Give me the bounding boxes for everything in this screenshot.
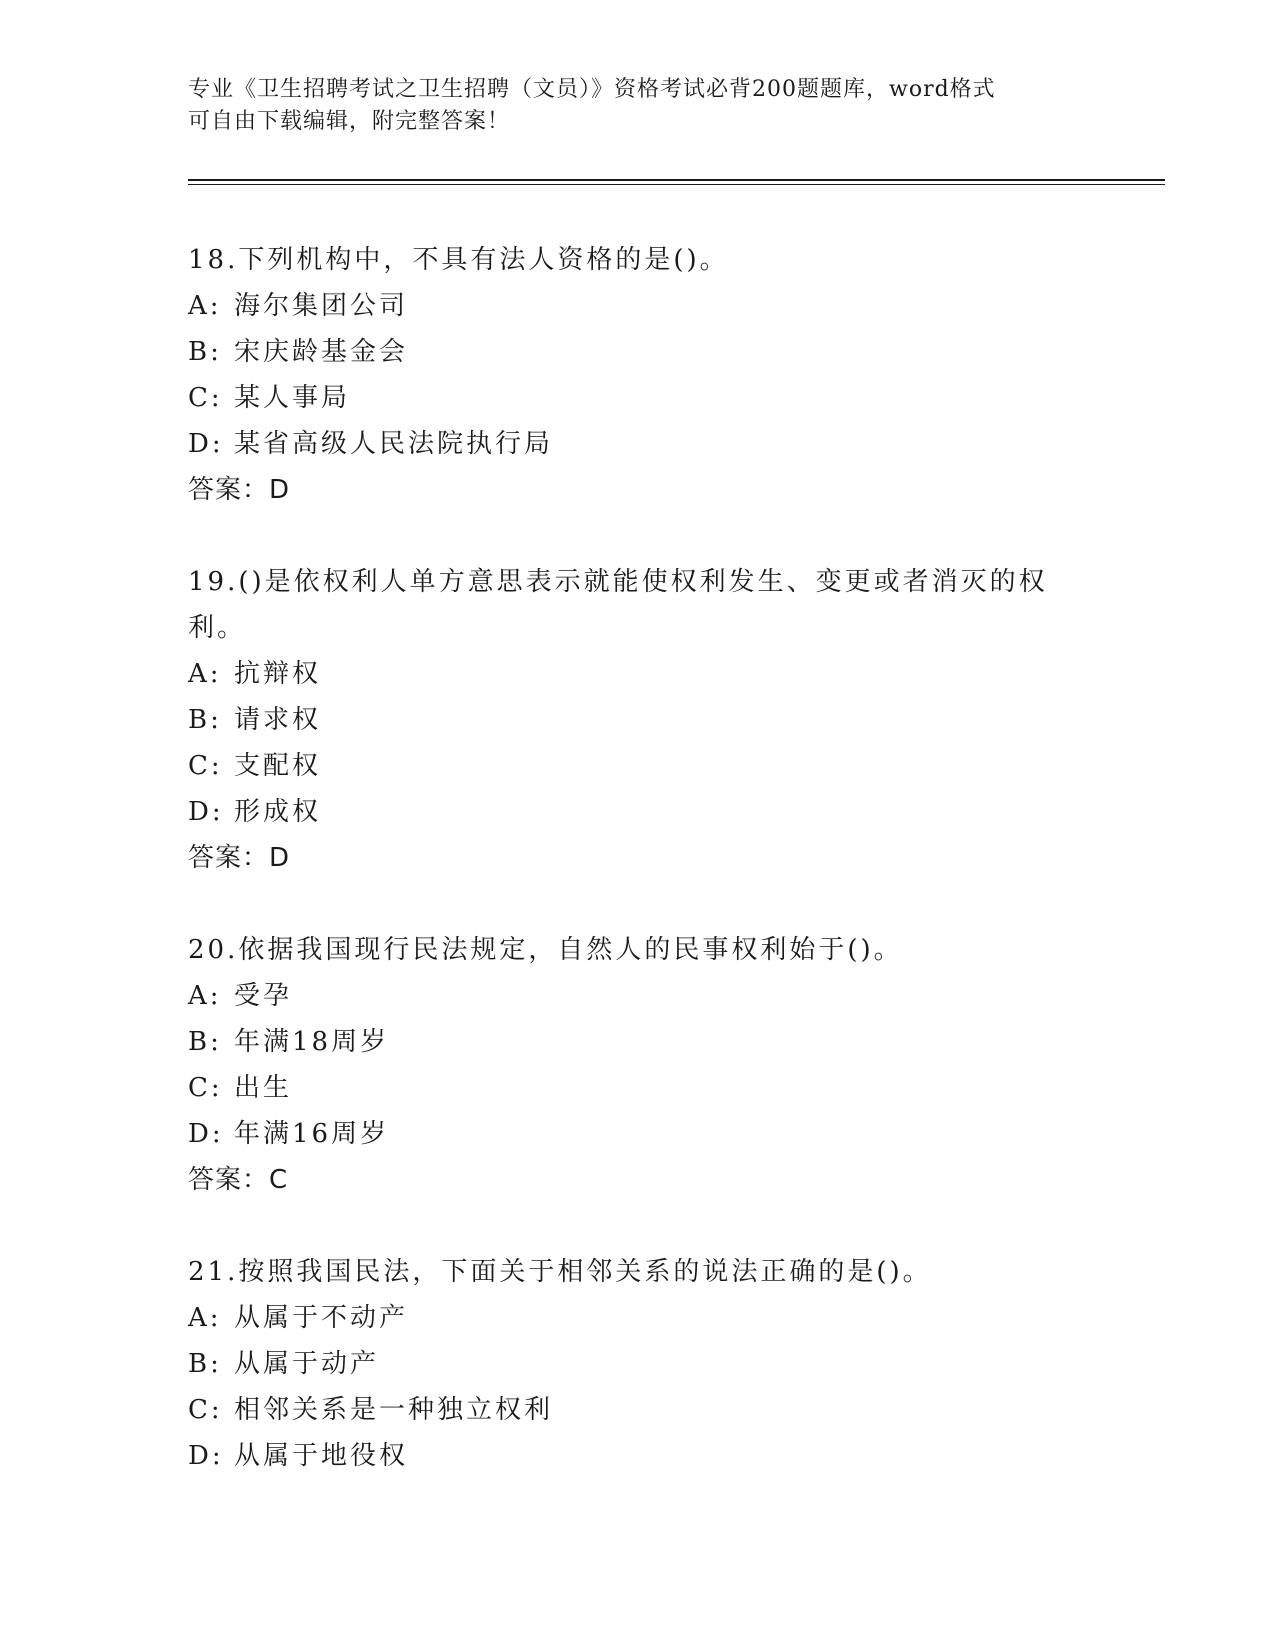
option-d: [188, 1111, 1088, 1157]
question-18: [188, 237, 1088, 513]
option-letter: D:: [188, 1441, 224, 1471]
option-c: [188, 1065, 1088, 1111]
option-text: 年满16周岁: [234, 1119, 390, 1149]
question-stem: 18.下列机构中，不具有法人资格的是()。: [188, 245, 729, 275]
option-c: [188, 743, 1088, 789]
header-line-2: 可自由下载编辑，附完整答案！: [188, 109, 511, 134]
option-letter: A:: [188, 1303, 222, 1333]
option-d: [188, 789, 1088, 835]
answer-line: 答案：D: [188, 475, 291, 505]
question-stem: 21.按照我国民法，下面关于相邻关系的说法正确的是()。: [188, 1257, 932, 1287]
option-letter: A:: [188, 659, 222, 689]
option-b: [188, 1341, 1088, 1387]
answer-line: 答案：C: [188, 1165, 289, 1195]
option-text: 从属于地役权: [234, 1441, 409, 1471]
option-text: 请求权: [234, 705, 322, 735]
option-text: 受孕: [234, 981, 293, 1011]
question-stem: 20.依据我国现行民法规定，自然人的民事权利始于()。: [188, 935, 903, 965]
option-b: [188, 697, 1088, 743]
option-text: 从属于不动产: [234, 1303, 409, 1333]
option-text: 相邻关系是一种独立权利: [234, 1395, 554, 1425]
question-20: [188, 927, 1088, 1203]
option-letter: C:: [188, 751, 223, 781]
option-letter: D:: [188, 1119, 224, 1149]
option-a: [188, 973, 1088, 1019]
option-c: [188, 375, 1088, 421]
question-stem: 19.()是依权利人单方意思表示就能使权利发生、变更或者消灭的权利。: [188, 567, 1048, 643]
option-letter: D:: [188, 797, 224, 827]
option-text: 支配权: [234, 751, 322, 781]
option-text: 形成权: [234, 797, 322, 827]
question-19: [188, 559, 1088, 881]
option-letter: B:: [188, 337, 222, 367]
option-c: [188, 1387, 1088, 1433]
option-a: [188, 283, 1088, 329]
option-letter: D:: [188, 429, 224, 459]
option-text: 出生: [234, 1073, 293, 1103]
option-letter: B:: [188, 1027, 222, 1057]
answer-line: 答案：D: [188, 843, 291, 873]
option-d: [188, 421, 1088, 467]
question-list: [188, 237, 1088, 1525]
question-21: [188, 1249, 1088, 1479]
option-letter: B:: [188, 1349, 222, 1379]
option-text: 宋庆龄基金会: [234, 337, 409, 367]
header-divider-thin: [188, 184, 1165, 185]
option-b: [188, 1019, 1088, 1065]
header-divider-thick: [188, 179, 1165, 181]
option-letter: A:: [188, 291, 222, 321]
document-header: [188, 74, 1088, 138]
option-a: [188, 651, 1088, 697]
option-d: [188, 1433, 1088, 1479]
option-letter: C:: [188, 383, 223, 413]
option-letter: C:: [188, 1395, 223, 1425]
header-line-1: 专业《卫生招聘考试之卫生招聘（文员）》资格考试必背200题题库，word格式: [188, 77, 996, 102]
option-text: 某人事局: [234, 383, 351, 413]
option-letter: C:: [188, 1073, 223, 1103]
option-text: 海尔集团公司: [234, 291, 409, 321]
option-text: 抗辩权: [234, 659, 322, 689]
option-text: 某省高级人民法院执行局: [234, 429, 554, 459]
option-letter: B:: [188, 705, 222, 735]
option-text: 年满18周岁: [234, 1027, 390, 1057]
option-b: [188, 329, 1088, 375]
option-text: 从属于动产: [234, 1349, 380, 1379]
option-letter: A:: [188, 981, 222, 1011]
option-a: [188, 1295, 1088, 1341]
